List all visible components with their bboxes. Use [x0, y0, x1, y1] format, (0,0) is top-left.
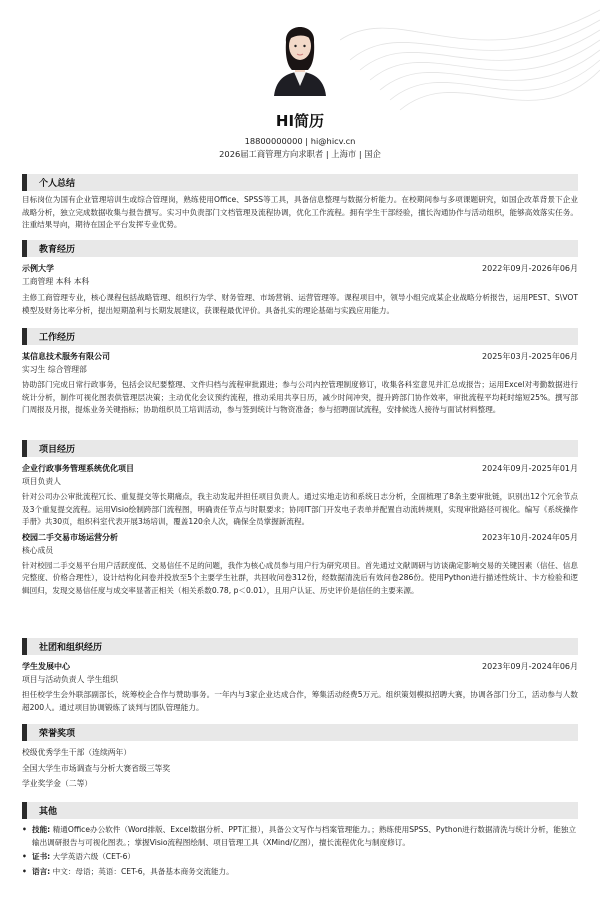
section-marker [22, 240, 27, 257]
bullet-icon: • [22, 825, 27, 834]
work-date: 2025年03月-2025年06月 [482, 352, 578, 361]
education-text: 主修工商管理专业，核心课程包括战略管理、组织行为学、财务管理、市场营销、运营管理等。课程项目中，领导小组完成某企业战略分析报告，运用PEST、S\VOT模型及财务比率分析，提出短期盈利与长期发展建议，获课程最优评价。具备扎实的理论基础与实践应用能力。 [22, 293, 578, 315]
section-club [22, 638, 578, 714]
other-label: 技能: [32, 825, 51, 834]
club-text: 担任校学生会外联部副部长，统筹校企合作与赞助事务。一年内与3家企业达成合作，筹集活动经费5万元。组织策划模拟招聘大赛，协调各部门分工，活动参与人数超200人。通过项目协调锻炼了谈判与团队管理能力。 [22, 690, 578, 712]
project-text: 针对公司办公审批流程冗长、重复提交等长期痛点，我主动发起并担任项目负责人。通过实地走访和系统日志分析，全面梳理了8条主要审批链，识别出12个冗余节点及3个重复提交流程。运用Visio绘制跨部门流程图，明确责任节点与时限要求；协同IT部门开发电子表单并配置自动流转规则，实现审批路径可视化。编写《系统操作手册》共30页，组织科室代表开展3场培训，覆盖120余人次，确保全员掌握新流程。 [22, 492, 578, 526]
section-marker [22, 440, 27, 457]
other-item [22, 824, 578, 849]
section-title: 工作经历 [39, 333, 76, 343]
section-header [22, 328, 578, 345]
job-intent: 2026届工商管理方向求职者 | 上海市 | 国企 [219, 149, 381, 159]
section-title: 个人总结 [39, 179, 76, 189]
section-title: 项目经历 [39, 445, 76, 455]
education-entry-header [22, 262, 578, 275]
section-work [22, 328, 578, 417]
club-date: 2023年09月-2024年06月 [482, 662, 578, 671]
work-entry-header [22, 350, 578, 363]
education-major: 工商管理 本科 本科 [22, 277, 90, 286]
company-name: 某信息技术服务有限公司 [22, 352, 110, 361]
section-header [22, 174, 578, 191]
section-awards [22, 724, 578, 792]
project-role: 核心成员 [22, 545, 54, 555]
section-header [22, 240, 578, 257]
org-name: 学生发展中心 [22, 662, 70, 671]
section-marker [22, 328, 27, 345]
award-item: 全国大学生市场调查与分析大赛省级三等奖 [22, 763, 171, 773]
section-title: 社团和组织经历 [39, 643, 103, 653]
other-text: 中文：母语；英语：CET-6，具备基本商务交流能力。 [52, 866, 234, 876]
project-date: 2024年09月-2025年01月 [482, 464, 578, 473]
project-name: 校园二手交易市场运营分析 [22, 532, 118, 542]
section-header [22, 802, 578, 819]
section-other [22, 802, 578, 878]
work-role: 实习生 综合管理部 [22, 365, 87, 374]
section-title: 教育经历 [39, 245, 76, 255]
other-label: 语言: [32, 866, 51, 876]
section-header [22, 440, 578, 457]
bullet-icon: • [22, 866, 27, 876]
section-header [22, 638, 578, 655]
section-projects [22, 440, 578, 597]
award-item: 校级优秀学生干部（连续两年） [22, 748, 132, 757]
project-role: 项目负责人 [22, 477, 61, 486]
resume-name: HI简历 [275, 112, 325, 130]
bullet-icon: • [22, 852, 27, 861]
project-date: 2023年10月-2024年05月 [482, 532, 578, 542]
project-text: 针对校园二手交易平台用户活跃度低、交易信任不足的问题，我作为核心成员参与用户行为研究项目。首先通过文献调研与访谈确定影响交易的关键因素（信任、信息完整度、价格合理性），设计结构化问卷并投放至5个主要学生社群，共回收问卷312份，经数据清洗后有效问卷286份。使用Python进行描述性统计、卡方检验和逻辑回归，发现交易信任度与成交率显著正相关（相关系数0.78, p＜0.01），且用户认证、历史评价是信任的主要来源。 [22, 560, 578, 595]
other-label: 证书: [32, 852, 51, 861]
section-title: 其他 [39, 807, 58, 817]
summary-text: 目标岗位为国有企业管理培训生或综合管理岗，熟练使用Office、SPSS等工具，具备信息整理与数据分析能力。在校期间参与多项课题研究，如国企改革背景下企业战略分析，独立完成数据收集与报告撰写。实习中负责部门文档管理及流程协调，优化工作流程。拥有学生干部经验，擅长沟通协作与活动组织，能够高效落实任务。注重结果导向，期待在国企平台发挥专业优势。 [22, 195, 578, 229]
award-item: 学业奖学金（二等） [22, 779, 93, 788]
other-item [22, 866, 578, 879]
profile-photo [268, 12, 332, 96]
section-header [22, 724, 578, 741]
section-marker [22, 174, 27, 191]
section-title: 荣誉奖项 [39, 729, 76, 739]
project-name: 企业行政事务管理系统优化项目 [22, 464, 134, 473]
other-text: 精通Office办公软件（Word排版、Excel数据分析、PPT汇报），具备公文写作与档案管理能力。；熟练使用SPSS、Python进行数据清洗与统计分析，能独立输出调研报告与可视化图表。；掌握Visio流程图绘制、项目管理工具（XMind/亿图），擅长流程优化与制度修订。 [32, 825, 577, 847]
section-marker [22, 638, 27, 655]
section-marker [22, 724, 27, 741]
section-education [22, 240, 578, 317]
resume-header [0, 0, 600, 161]
section-summary [22, 174, 578, 232]
contact-info: 18800000000 | hi@hicv.cn [244, 136, 356, 146]
club-entry-header [22, 660, 578, 673]
work-text: 协助部门完成日常行政事务，包括会议纪要整理、文件归档与流程审批跟进；参与公司内控管理制度修订，收集各科室意见并汇总成报告；运用Excel对考勤数据进行统计分析，制作可视化图表供管理层决策；主动优化会议预约流程，推动采用共享日历，减少时间冲突，提升跨部门协作效率，审批流程平均耗时缩短25%。撰写部门周报及月报，提炼业务关键指标；协助组织员工培训活动，参与签到统计与物资准备；参与招聘面试流程，安排候选人接待与面试材料整理。 [22, 380, 578, 414]
school-name: 示例大学 [22, 264, 54, 273]
education-date: 2022年09月-2026年06月 [482, 264, 578, 273]
other-text: 大学英语六级（CET-6） [52, 852, 136, 861]
other-item [22, 851, 578, 864]
project-entry-header [22, 462, 578, 475]
club-role: 项目与活动负责人 学生组织 [22, 675, 119, 684]
section-marker [22, 802, 27, 819]
project-entry-header [22, 531, 578, 544]
